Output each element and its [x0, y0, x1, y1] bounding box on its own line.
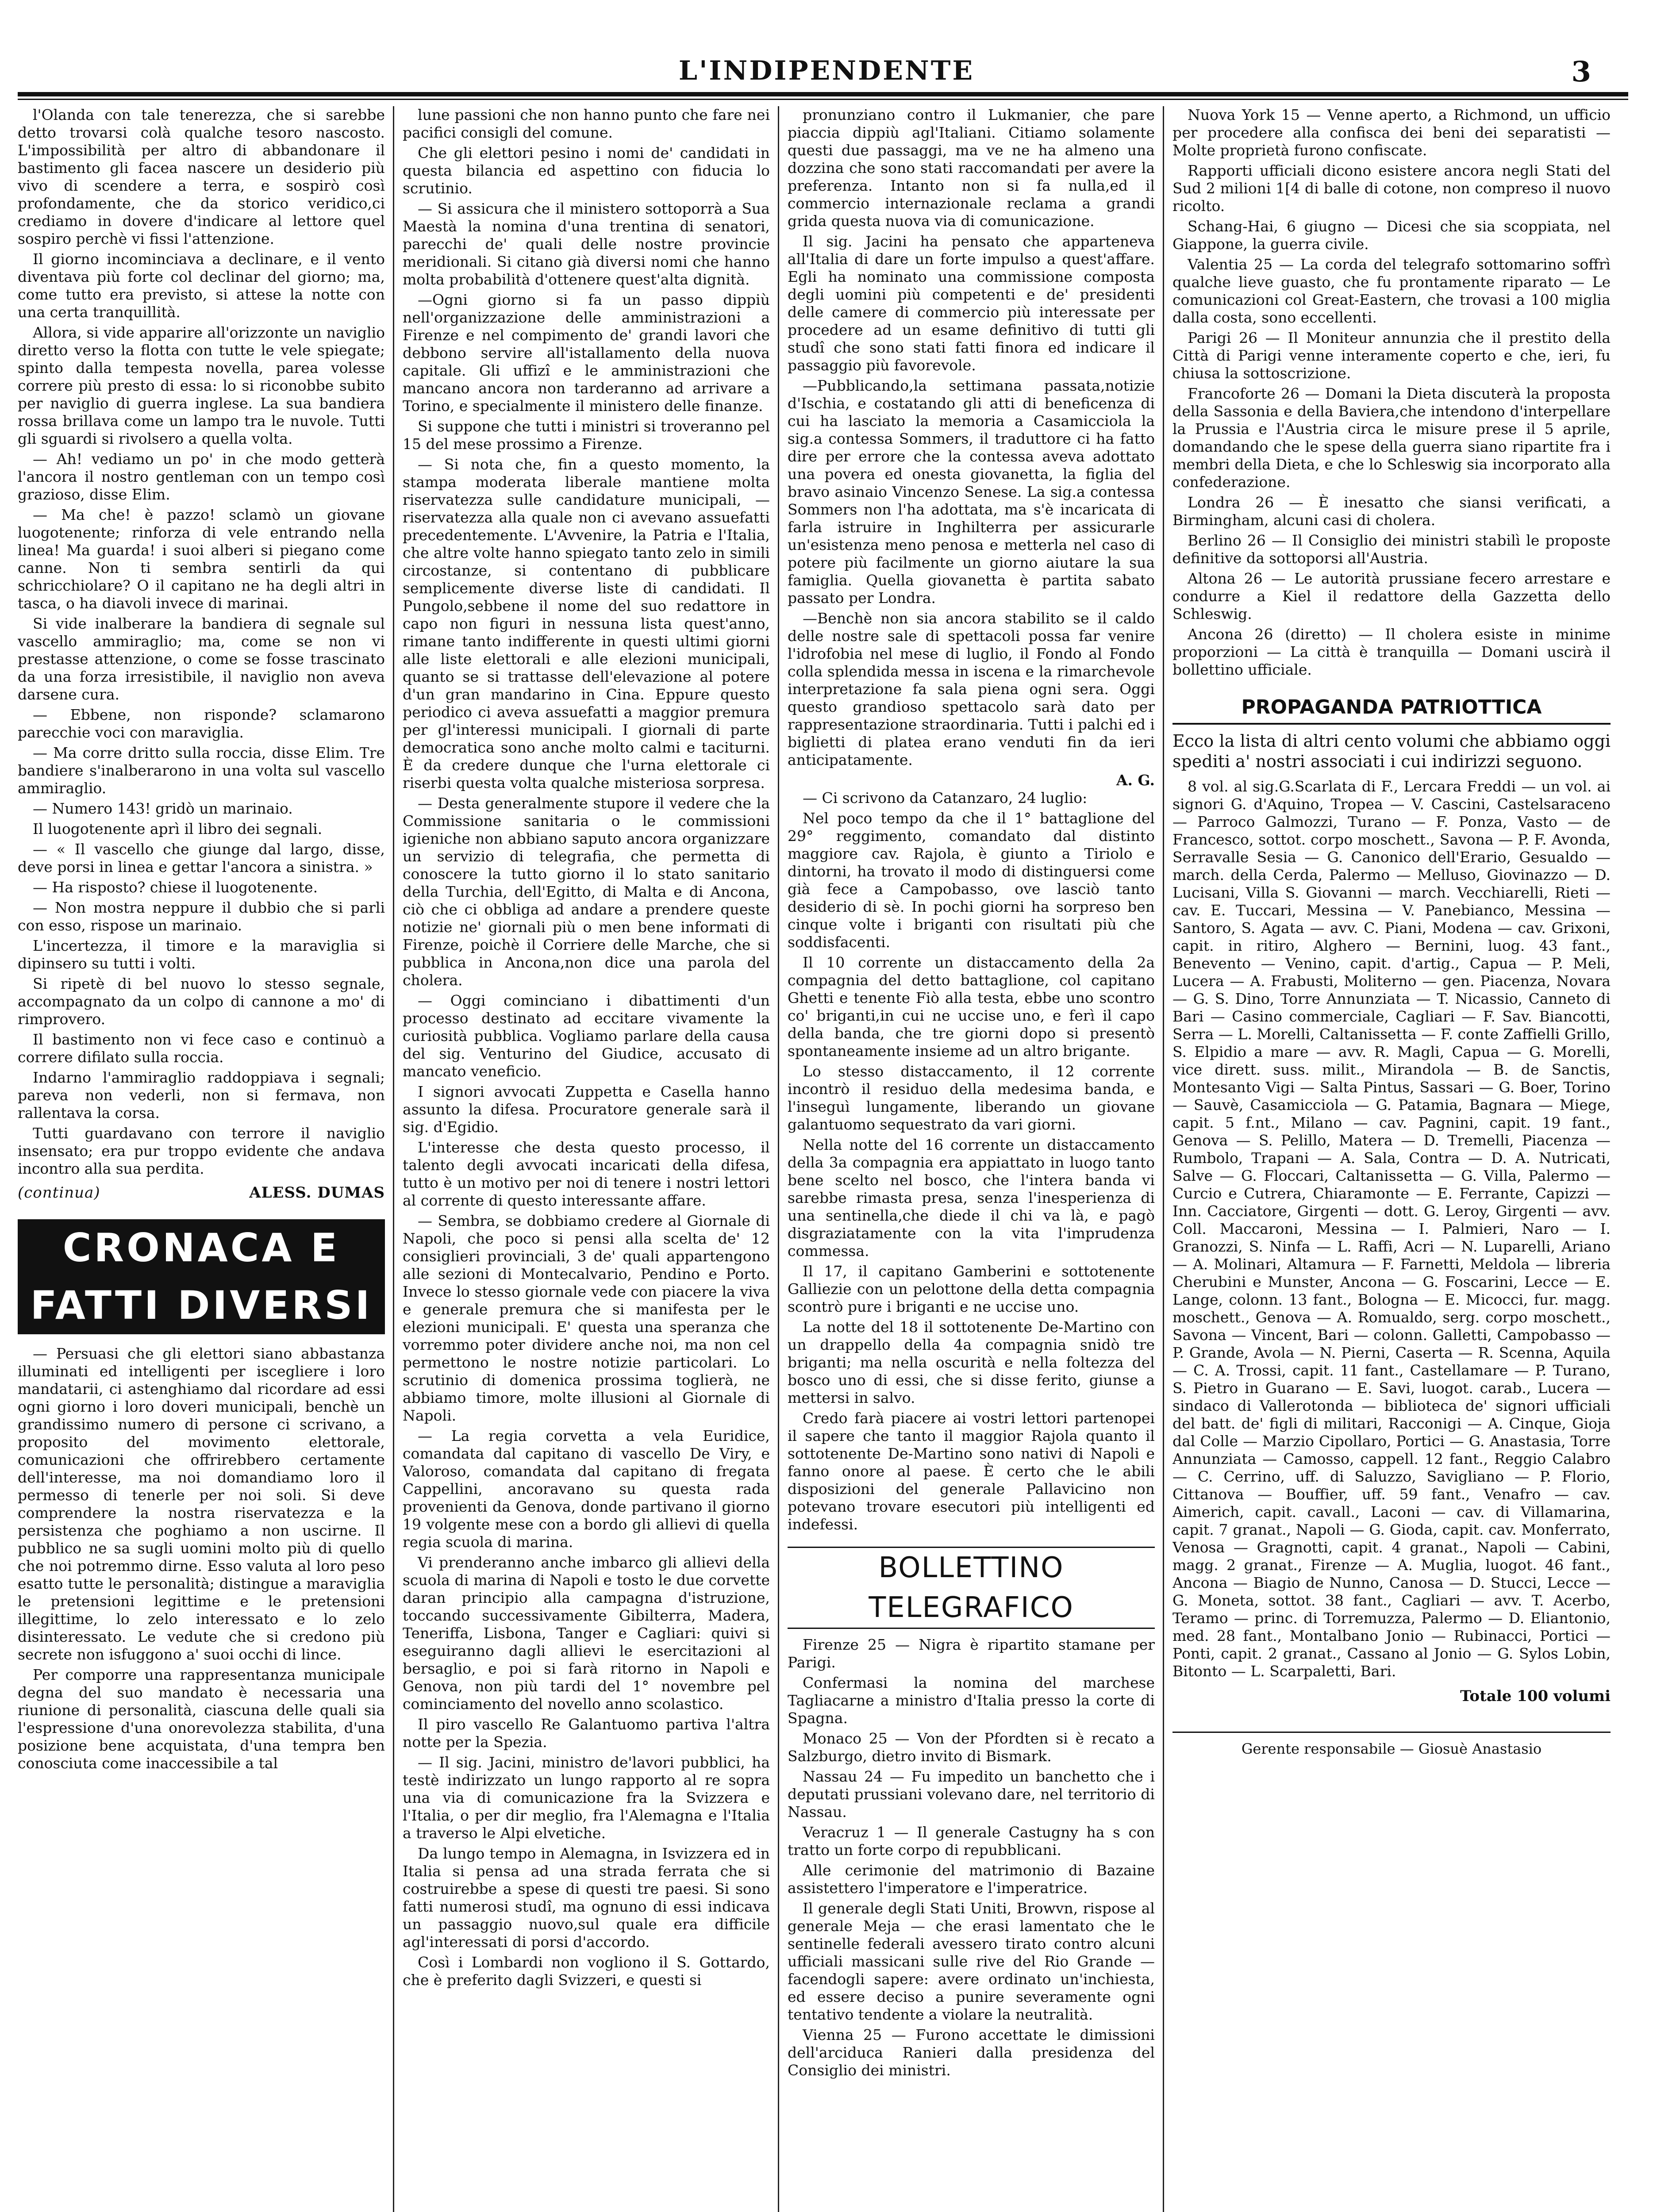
feuilleton-signature	[18, 1184, 385, 1202]
column-divider	[778, 106, 779, 2212]
paragraph: Il 17, il capitano Gamberini e sottotenente Galliezie con un pelottone della detta compagnia scontrò pure i briganti e ne uccise uno.	[788, 1263, 1155, 1315]
continua-label: (continua)	[18, 1184, 100, 1202]
header-rule-thin	[18, 99, 1628, 100]
paragraph: Lo stesso distaccamento, il 12 corrente incontrò il residuo della medesima banda, e l'inseguì lungamente, liberando un giovane galantuomo sequestrato da vari giorni.	[788, 1063, 1155, 1133]
cronaca-heading: CRONACA E FATTI DIVERSI	[18, 1219, 385, 1334]
paragraph: — Non mostra neppure il dubbio che si parli con esso, rispose un marinaio.	[18, 899, 385, 934]
paragraph: Il bastimento non vi fece caso e continuò a correre difilato sulla roccia.	[18, 1031, 385, 1066]
paragraph: Il generale degli Stati Uniti, Browvn, rispose al generale Meja — che erasi lamentato che le sentinelle federali avessero tirato contro alcuni ufficiali massicani sulle rive del Rio Grande — facendogli sapere: avere ordinato un'inchiesta, ed essere deciso a punire severamente ogni tentativo tendente a violare la neutralità.	[788, 1900, 1155, 2023]
newspaper-title: L'INDIPENDENTE	[678, 55, 975, 86]
paragraph: — Desta generalmente stupore il vedere che la Commissione sanitaria o le commissioni igieniche non abbiano saputo ancora organizzare un servizio di telegrafia, che permetta di conoscere la tutto giorno il lo stato sanitario della Turchia, dell'Egitto, di Malta e di Ancona, ciò che ci obbliga ad andare a prendere queste notizie ne' giornali più o men bene informati di Firenze, poichè il Corriere delle Marche, che si pubblica in Ancona,non dice una parola del cholera.	[403, 795, 770, 989]
paragraph: Valentia 25 — La corda del telegrafo sottomarino soffrì qualche lieve guasto, che fu prontamente riparato — Le comunicazioni col Great-Eastern, che trovasi a 100 miglia dalla costa, sono eccellenti.	[1172, 256, 1611, 326]
paragraph: Berlino 26 — Il Consiglio dei ministri stabilì le proposte definitive da sottoporsi all'Austria.	[1172, 532, 1611, 567]
paragraph: — Ma corre dritto sulla roccia, disse Elim. Tre bandiere s'inalberarono in una volta sul vascello ammiraglio.	[18, 744, 385, 797]
column-divider	[1163, 106, 1164, 2212]
author-name: ALESS. DUMAS	[249, 1184, 385, 1202]
paragraph: — Sembra, se dobbiamo credere al Giornale di Napoli, che poco si pensi alla scelta de' 12 consiglieri provinciali, 3 de' quali appartengono alle sezioni di Montecalvario, Pendino e Porto. Invece lo stesso giornale vede con piacere la viva e generale premura che si manifesta per le elezioni municipali. E' questa una speranza che vorremmo poter dividere anche noi, ma non cel permettono le nostre notizie particolari. Lo scrutinio di domenica prossima toglierà, ne abbiamo timore, molte illusioni al Giornale di Napoli.	[403, 1212, 770, 1424]
paragraph: Si ripetè di bel nuovo lo stesso segnale, accompagnato da un colpo di cannone a mo' di rimprovero.	[18, 975, 385, 1028]
paragraph: Il sig. Jacini ha pensato che apparteneva all'Italia di dare un forte impulso a quest'affare. Egli ha nominato una commissione composta degli uomini più competenti e de' presidenti delle camere di commercio più interessate per procedere ad un esame definitivo di tutti gli studî che sono stati fatti finora ed indicare il passaggio più favorevole.	[788, 233, 1155, 374]
paragraph: Parigi 26 — Il Moniteur annunzia che il prestito della Città di Parigi venne interamente coperto e che, ieri, fu chiusa la sottoscrizione.	[1172, 329, 1611, 382]
column-3	[788, 106, 1155, 2212]
propaganda-intro: Ecco la lista di altri cento volumi che abbiamo oggi spediti a' nostri associati i cui indirizzi seguono.	[1172, 731, 1611, 771]
paragraph: — Numero 143! gridò un marinaio.	[33, 800, 293, 817]
paragraph: La notte del 18 il sottotenente De-Martino con un drappello della 4a compagnia snidò tre briganti; ma nella oscurità e nella foltezza del bosco uno di essi, che si disse ferito, giunse a mettersi in salvo.	[788, 1318, 1155, 1406]
paragraph: Alle cerimonie del matrimonio di Bazaine assistettero l'imperatore e l'imperatrice.	[788, 1862, 1155, 1897]
propaganda-heading: PROPAGANDA PATRIOTTICA	[1172, 692, 1611, 725]
paragraph: — Persuasi che gli elettori siano abbastanza illuminati ed intelligenti per iscegliere i loro mandatarii, ci astenghiamo dal ricordare ad essi ogni giorno i loro doveri municipali, benchè un grandissimo numero di persone ci scrivano, a proposito del movimento elettorale, comunicazioni che offrirebbero certamente dell'interesse, ma noi domandiamo loro il permesso di tenerle per noi soli. Si deve comprendere la nostra riservatezza e la persistenza che poghiamo a non uscirne. Il pubblico ne sa sugli uomini molto più di quello che noi potremmo dirne. Esso valuta al loro peso esatto tutte le personalità; distingue a maraviglia le pretensioni legittime e le pretensioni illegittime, lo zelo interessato e lo zelo disinteressato. Le vedute che si credono più secrete non isfuggono a' suoi occhi di lince.	[18, 1345, 385, 1663]
paragraph: — Ma che! è pazzo! sclamò un giovane luogotenente; rinforza di vele entrando nella linea! Ma guarda! i suoi alberi si piegano come canne. Non ti sembra sentirli da qui schricchiolare? O il capitano ne ha degli altri in tasca, o ha diavoli invece di marinai.	[18, 506, 385, 612]
paragraph: l'Olanda con tale tenerezza, che si sarebbe detto trovarsi colà qualche tesoro nascosto. L'impossibilità per altro di abbandonare il bastimento gli facea nascere un desiderio più vivo di scendere a terra, e sospirò così profondamente, che da storico veridico,ci crediamo in dovere d'indicare al lettore quel sospiro perchè vi fissi l'attenzione.	[18, 106, 385, 247]
page-number: 3	[1571, 55, 1591, 88]
paragraph: — Ebbene, non risponde? sclamarono parecchie voci con maraviglia.	[18, 706, 385, 741]
paragraph: Da lungo tempo in Alemagna, in Isvizzera ed in Italia si pensa ad una strada ferrata che si costruirebbe a spese di questi tre paesi. Si sono fatti numerosi studî, ma ognuno di essi indicava un passaggio nuovo,sul quale era difficile agl'interessati di porsi d'accordo.	[403, 1845, 770, 1951]
paragraph: Veracruz 1 — Il generale Castugny ha s con tratto un forte corpo di repubblicani.	[788, 1824, 1155, 1859]
paragraph: Vi prenderanno anche imbarco gli allievi della scuola di marina di Napoli e tosto le due corvette daran principio alla campagna d'istruzione, toccando successivamente Gibilterra, Madera, Teneriffa, Lisbona, Tanger e Cagliari: quivi si eseguiranno dagli allievi le esercitazioni al bersaglio, e poi si farà ritorno in Napoli e Genova, non più tardi del 1° novembre pel cominciamento del novello anno scolastico.	[403, 1554, 770, 1713]
paragraph: — Il sig. Jacini, ministro de'lavori pubblici, ha testè indirizzato un lungo rapporto al re sopra una via di comunicazione fra la Svizzera e l'Italia, o per dir meglio, fra l'Alemagna e l'Italia a traverso le Alpi elvetiche.	[403, 1754, 770, 1842]
column-divider	[393, 106, 394, 2212]
paragraph: Francoforte 26 — Domani la Dieta discuterà la proposta della Sassonia e della Baviera,che intendono d'interpellare la Prussia e l'Austria circa le misure prese il 5 aprile, domandando che le spese della guerra siano ripartite fra i membri della Dieta, e che lo Schleswig sia incorporato alla confederazione.	[1172, 385, 1611, 491]
paragraph: Tutti guardavano con terrore il naviglio insensato; era pur troppo evidente che andava incontro alla sua perdita.	[18, 1125, 385, 1177]
paragraph: L'interesse che desta questo processo, il talento degli avvocati incaricati della difesa, tutto è un motivo per noi di tenere i nostri lettori al corrente di questo interessante affare.	[403, 1139, 770, 1209]
paragraph: Nassau 24 — Fu impedito un banchetto che i deputati prussiani volevano dare, nel territorio di Nassau.	[788, 1768, 1155, 1820]
paragraph: — Si nota che, fin a questo momento, la stampa moderata liberale mantiene molta riservatezza sulle candidature municipali, — riservatezza alla quale non ci avevano assuefatti precedentemente. L'Avvenire, la Patria e l'Italia, che altre volte hanno spiegato tanto zelo in simili circostanze, si contentano di pubblicare semplicemente diverse liste di candidati. Il Pungolo,sebbene il nome del suo redattore in capo non figuri in nessuna lista quest'anno, rimane tanto indifferente in questi ultimi giorni alle liste elettorali e alle elezioni municipali, quanto se si trattasse dell'elevazione al potere d'un gran mandarino in Cina. Eppure questo periodico ci aveva assuefatti a maggior premura per gl'interessi municipali. I giornali di parte democratica sono anche molto calmi e taciturni. È da credere dunque che l'urna elettorale ci riserbi questa volta qualche misteriosa sorpresa.	[403, 456, 770, 791]
paragraph: Londra 26 — È inesatto che siansi verificati, a Birmingham, alcuni casi di cholera.	[1172, 494, 1611, 529]
paragraph: lune passioni che non hanno punto che fare nei pacifici consigli del comune.	[403, 106, 770, 141]
paragraph: — Oggi cominciano i dibattimenti d'un processo destinato ad eccitare vivamente la curiosità pubblica. Vogliamo parlare della causa del sig. Venturino del Giudice, accusato di mancato veneficio.	[403, 992, 770, 1080]
paragraph: L'incertezza, il timore e la maraviglia si dipinsero su tutti i volti.	[18, 937, 385, 972]
paragraph: Indarno l'ammiraglio raddoppiava i segnali; pareva non vederli, non si fermava, non rallentava la corsa.	[18, 1069, 385, 1121]
masthead	[0, 0, 1653, 102]
paragraph: Vienna 25 — Furono accettate le dimissioni dell'arciduca Ranieri dalla presidenza del Consiglio dei ministri.	[788, 2026, 1155, 2079]
paragraph: — Ah! vediamo un po' in che modo getterà l'ancora il nostro gentleman con un tempo così grazioso, disse Elim.	[18, 450, 385, 503]
paragraph: pronunziano contro il Lukmanier, che pare piaccia dippiù agl'Italiani. Citiamo solamente questi due passaggi, ma ve ne ha almeno una dozzina che sono stati raccomandati per avere la preferenza. Intanto non si fa nulla,ed il commercio internazionale reclama a grandi grida questa nuova via di comunicazione.	[788, 106, 1155, 230]
paragraph: Si vide inalberare la bandiera di segnale sul vascello ammiraglio; ma, come se non vi prestasse attenzione, o come se fosse trascinato da una forza irresistibile, il naviglio non aveva darsene cura.	[18, 615, 385, 703]
totale-volumi: Totale 100 volumi	[1460, 1687, 1611, 1705]
paragraph: Così i Lombardi non vogliono il S. Gottardo, che è preferito dagli Svizzeri, e questi si	[403, 1954, 770, 1989]
paragraph: Nella notte del 16 corrente un distaccamento della 3a compagnia era appiattato in luogo tanto bene scelto nel bosco, che l'intera banda vi sarebbe rimasta presa, senza l'inesperienza di una sentinella,che diede il chi va là, e pagò disgraziatamente con la vita l'imprudenza commessa.	[788, 1136, 1155, 1260]
paragraph: Allora, si vide apparire all'orizzonte un naviglio diretto verso la flotta con tutte le vele spiegate; spinto dalla tempesta novella, parea volesse correre più presto di essa: lo si riconobbe subito per naviglio di guerra inglese. La sua bandiera rossa brillava come un lampo tra le nuvole. Tutti gli sguardi si rivolsero a quella volta.	[18, 324, 385, 447]
paragraph: Schang-Hai, 6 giugno — Dicesi che sia scoppiata, nel Giappone, la guerra civile.	[1172, 218, 1611, 253]
paragraph: I signori avvocati Zuppetta e Casella hanno assunto la difesa. Procuratore generale sarà il sig. d'Egidio.	[403, 1083, 770, 1136]
article-author: A. G.	[1116, 772, 1155, 789]
paragraph: Si suppone che tutti i ministri si troveranno pel 15 del mese prossimo a Firenze.	[403, 418, 770, 453]
paragraph: Nuova York 15 — Venne aperto, a Richmond, un ufficio per procedere alla confisca dei beni dei separatisti — Molte proprietà furono confiscate.	[1172, 106, 1611, 159]
paragraph: Confermasi la nomina del marchese Tagliacarne a ministro d'Italia presso la corte di Spagna.	[788, 1674, 1155, 1727]
paragraph: Il piro vascello Re Galantuomo partiva l'altra notte per la Spezia.	[403, 1716, 770, 1751]
paragraph: Altona 26 — Le autorità prussiane fecero arrestare e condurre a Kiel il redattore della Gazzetta dello Schleswig.	[1172, 570, 1611, 622]
paragraph: — La regia corvetta a vela Euridice, comandata dal capitano di vascello De Viry, e Valoroso, comandata dal capitano di fregata Cappellini, ancoravano su questa rada provenienti da Genova, donde partivano il giorno 19 volgente mese con a bordo gli allievi di quella regia scuola di marina.	[403, 1427, 770, 1551]
paragraph: Ancona 26 (diretto) — Il cholera esiste in minime proporzioni — La città è tranquilla — Domani uscirà il bollettino ufficiale.	[1172, 626, 1611, 678]
column-1	[18, 106, 385, 2212]
paragraph: — Si assicura che il ministero sottoporrà a Sua Maestà la nomina d'una trentina di senatori, parecchi de' quali delle nostre provincie meridionali. Si citano già diversi nomi che hanno molta probabilità d'ottenere quest'alta dignità.	[403, 200, 770, 288]
paragraph: Monaco 25 — Von der Pfordten si è recato a Salzburgo, dietro invito di Bismark.	[788, 1730, 1155, 1765]
column-4	[1172, 106, 1611, 2212]
paragraph: Rapporti ufficiali dicono esistere ancora negli Stati del Sud 2 milioni 1[4 di balle di cotone, non compreso il nuovo ricolto.	[1172, 162, 1611, 215]
propaganda-list: 8 vol. al sig.G.Scarlata di F., Lercara Freddi — un vol. ai signori G. d'Aquino, Tropea — V. Cascini, Castelsaraceno — Parroco Galmozzi, Turano — F. Ponza, Vasto — de Francesco, sottot. corpo moschett., Savona — P. F. Avonda, Serravalle Sesia — G. Canonico dell'Erario, Gesualdo — march. della Cerda, Palermo — Melluso, Giovinazzo — D. Lucisani, Villa S. Giovanni — march. Vecchiarelli, Rieti — cav. E. Tuccari, Messina — V. Panebianco, Messina — Santoro, S. Agata — avv. C. Piani, Modena — cav. Grixoni, capit. in ritiro, Alghero — Bernini, luog. 43 fant., Benevento — Venino, capit. d'artig., Capua — P. Meli, Lucera — A. Frabusti, Moliterno — gen. Piacenza, Novara — G. S. Dino, Torre Annunziata — T. Nicassio, Canneto di Bari — Casino commerciale, Cagliari — F. Sav. Biancotti, Serra — L. Morelli, Caltanissetta — F. conte Zaffielli Grillo, S. Elpidio a mare — avv. R. Magli, Capua — G. Morelli, vice dirett. suss. milit., Mirandola — B. de Sanctis, Montesanto Vigi — Salta Pintus, Sassari — G. Boer, Torino — Sauvè, Casamicciola — G. Patamia, Bagnara — Miege, capit. 5 f.nt., Milano — cav. Pagnini, capit. 19 fant., Genova — S. Pelillo, Matera — D. Tremelli, Piacenza — Rumbolo, Trapani — A. Sala, Contra — D. A. Nutricati, Salve — G. Floccari, Caltanissetta — G. Villa, Palermo — Curcio e Cutrera, Chiaramonte — E. Ferrante, Capizzi — Inn. Cacciatore, Girgenti — dott. G. Leroy, Girgenti — avv. Coll. Maccaroni, Messina — I. Palmieri, Naro — I. Granozzi, S. Ninfa — L. Raffi, Acri — N. Luparelli, Ariano — A. Molinari, Altamura — F. Farnetti, Meldola — libreria Cherubini e Munster, Ancona — G. Foscarini, Lecce — E. Lange, colonn. 13 fant., Bologna — E. Micocci, fur. magg. moschett., Genova — A. Romualdo, serg. corpo moschett., Savona — Vincent, Bari — colonn. Galletti, Campobasso — P. Grande, Avola — N. Pierni, Caserta — R. Scenna, Aquila — C. A. Trossi, capit. 11 fant., Castellamare — P. Turano, S. Pietro in Guarano — E. Savi, luogot. carab., Lucera — sindaco di Vallerotonda — biblioteca de' signori ufficiali del batt. de' figli di militari, Racconigi — A. Cinque, Gioja dal Colle — Marzio Cipollaro, Portici — G. Anastasia, Torre Annunziata — Camosso, cappell. 12 fant., Reggio Calabro — C. Cerrino, uff. di Saluzzo, Savigliano — P. Florio, Cittanova — Bouffier, uff. 59 fant., Venafro — cav. Aimerich, capit. cavall., Laconi — cav. di Villamarina, capit. 7 granat., Napoli — G. Gioda, capit. cav. Monferrato, Venosa — Gragnotti, capit. 4 granat., Napoli — Cabini, magg. 2 granat., Firenze — A. Muglia, luogot. 46 fant., Ancona — Biagio de Nunno, Canosa — D. Stucci, Lecce — G. Moneta, sottot. 38 fant., Cagliari — avv. T. Acerbo, Teramo — princ. di Torremuzza, Palermo — D. Eliantonio, med. 28 fant., Montalbano Jonio — Rubinacci, Portici — Ponti, capit. 2 granat., Cassano al Jonio — G. Sylos Lobin, Bitonto — L. Scarpaletti, Bari.	[1172, 778, 1611, 1680]
paragraph: Credo farà piacere ai vostri lettori partenopei il sapere che tanto il maggior Rajola quanto il sottotenente De-Martino sono nativi di Napoli e fanno onore al paese. È certo che le abili disposizioni del generale Pallavicino non potevano trovare esecutori più intelligenti ed indefessi.	[788, 1409, 1155, 1533]
paragraph: Firenze 25 — Nigra è ripartito stamane per Parigi.	[788, 1636, 1155, 1671]
paragraph: Che gli elettori pesino i nomi de' candidati in questa bilancia ed aspettino con fiducia lo scrutinio.	[403, 144, 770, 197]
column-2	[403, 106, 770, 2212]
paragraph: — Ha risposto? chiese il luogotenente.	[33, 879, 318, 896]
paragraph: Il 10 corrente un distaccamento della 2a compagnia del detto battaglione, col capitano Ghetti e tenente Fiò alla testa, ebbe uno scontro co' briganti,in cui ne uccise uno, e ferì il capo della banda, che tre giorni dopo si presentò spontaneamente insieme ad un altro brigante.	[788, 954, 1155, 1060]
paragraph: —Benchè non sia ancora stabilito se il caldo delle nostre sale di spettacoli possa far venire l'idrofobia nel mese di luglio, il Fondo al Fondo colla splendida messa in iscena e la rimarchevole interpretazione fa sala piena ogni sera. Oggi questo grandioso spettacolo sarà dato per rappresentazione straordinaria. Tutti i palchi ed i biglietti di platea erano venduti fin da ieri anticipatamente.	[788, 610, 1155, 768]
gerente-line: Gerente responsabile — Giosuè Anastasio	[1172, 1732, 1611, 1758]
paragraph: Nel poco tempo da che il 1° battaglione del 29° reggimento, comandato dal distinto maggiore cav. Rajola, è giunto a Tiriolo e dintorni, ha trovato il modo di distinguersi come già fece a Campobasso, ove lasciò tanto desiderio di sè. In pochi giorni ha sorpreso ben cinque volte i briganti con risultati più che soddisfacenti.	[788, 810, 1155, 951]
bollettino-heading: BOLLETTINO TELEGRAFICO	[788, 1547, 1155, 1629]
paragraph: Per comporre una rappresentanza municipale degna del suo mandato è necessaria una riunione di personalità, ciascuna delle quali sia l'espressione d'una onorevolezza stabilita, d'una posizione bene acquistata, d'una tempra ben conosciuta come inaccessibile a tal	[18, 1666, 385, 1772]
paragraph: —Pubblicando,la settimana passata,notizie d'Ischia, e costatando gli atti di beneficenza di cui ha lasciato la memoria a Casamicciola la sig.a contessa Sommers, il traduttore ci ha fatto dire per errore che la contessa aveva adottato una povera ed onesta giovanetta, la figlia del bravo asinaio Vincenzo Senese. La sig.a contessa Sommers non l'ha adottata, ma s'è incaricata di farla istruire in Inghilterra per assicurarle un'esistenza meno penosa e metterla nel caso di potere più facilmente un giorno aiutare la sua famiglia. Quella giovanetta è partita sabato passato per Londra.	[788, 377, 1155, 607]
paragraph: — « Il vascello che giunge dal largo, disse, deve porsi in linea e gettar l'ancora a sinistra. »	[18, 841, 385, 876]
header-rule-thick	[18, 92, 1628, 96]
paragraph: Il luogotenente aprì il libro dei segnali.	[33, 820, 323, 837]
paragraph: —Ogni giorno si fa un passo dippiù nell'organizzazione delle amministrazioni a Firenze e nel compimento de' grandi lavori che debbono servire all'istallamento della nuova capitale. Gli uffizî e le amministrazioni che mancano ancora non tarderanno ad arrivare a Torino, e specialmente il ministero delle finanze.	[403, 291, 770, 415]
paragraph: — Ci scrivono da Catanzaro, 24 luglio:	[803, 789, 1088, 806]
paragraph: Il giorno incominciava a declinare, e il vento diventava più forte col declinar del giorno; ma, come tutto era previsto, si attese la notte con una certa tranquillità.	[18, 250, 385, 321]
